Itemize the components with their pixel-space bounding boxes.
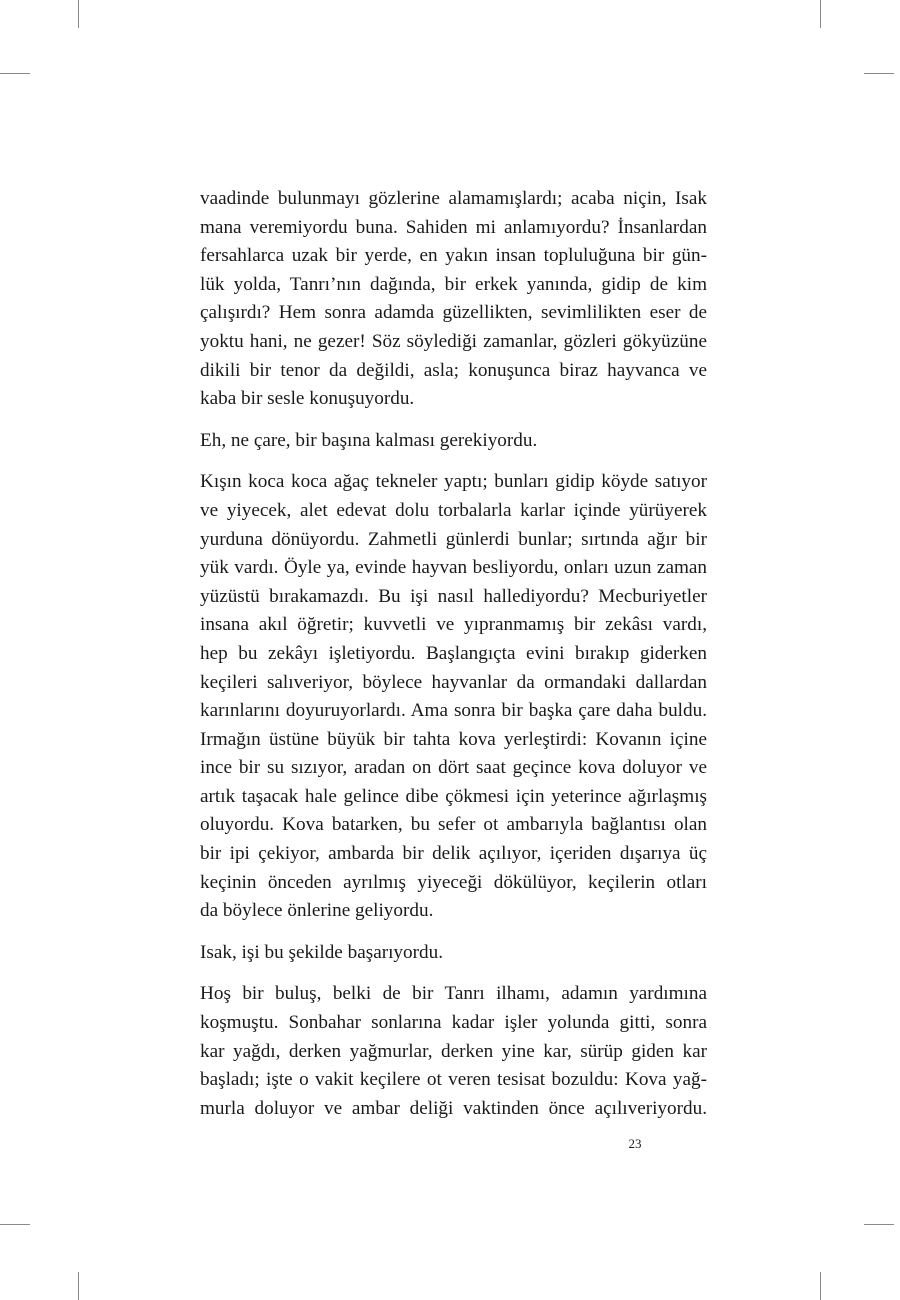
text-line: kar yağdı, derken yağmurlar, derken yine kar, sürüp giden kar	[200, 1040, 707, 1062]
text-line: fersahlarca uzak bir yerde, en yakın insan topluluğuna bir gün-	[200, 245, 707, 267]
text-line: mana veremiyordu buna. Sahiden mi anlamıyordu? İnsanlardan	[200, 216, 707, 238]
crop-mark	[78, 1272, 79, 1300]
text-line: oluyordu. Kova batarken, bu sefer ot ambarıyla bağlantısı olan	[200, 814, 707, 836]
text-line: Kışın koca koca ağaç tekneler yaptı; bunları gidip köyde satıyor	[200, 471, 707, 493]
crop-mark	[820, 0, 821, 28]
text-line: başladı; işte o vakit keçilere ot veren tesisat bozuldu: Kova yağ-	[200, 1069, 707, 1091]
page-number: 23	[628, 1136, 642, 1151]
crop-mark	[78, 0, 79, 28]
text-line: da böylece önlerine geliyordu.	[200, 900, 434, 922]
text-line: yoktu hani, ne gezer! Söz söylediği zamanlar, gözleri gökyüzüne	[200, 330, 707, 352]
crop-mark	[820, 1272, 821, 1300]
crop-mark	[864, 1224, 894, 1225]
text-line: yüzüstü bırakamazdı. Bu işi nasıl hallediyordu? Mecburiyetler	[200, 585, 707, 607]
body-text	[200, 185, 707, 1136]
text-line: ince bir su sızıyor, aradan on dört saat geçince kova doluyor ve	[200, 757, 707, 779]
text-line: keçileri salıveriyor, böylece hayvanlar da ormandaki dallardan	[200, 671, 707, 693]
text-line: kaba bir sesle konuşuyordu.	[200, 388, 415, 410]
text-line: karınlarını doyuruyorlardı. Ama sonra bir başka çare daha buldu.	[200, 700, 707, 722]
text-line: koşmuştu. Sonbahar sonlarına kadar işler yolunda gitti, sonra	[200, 1012, 707, 1034]
paragraph	[200, 185, 707, 414]
crop-mark	[0, 1224, 30, 1225]
text-line: dikili bir tenor da değildi, asla; konuşunca biraz hayvanca ve	[200, 359, 707, 381]
paragraph	[200, 468, 707, 926]
text-line: artık taşacak hale gelince dibe çökmesi için yeterince ağırlaşmış	[200, 785, 707, 807]
text-line: yurduna dönüyordu. Zahmetli günlerdi bunlar; sırtında ağır bir	[200, 528, 707, 550]
paragraph	[200, 939, 707, 968]
text-line: Irmağın üstüne büyük bir tahta kova yerleştirdi: Kovanın içine	[200, 728, 707, 750]
text-line: yük vardı. Öyle ya, evinde hayvan besliyordu, onları uzun zaman	[200, 557, 707, 579]
paragraph	[200, 427, 707, 456]
text-line: ve yiyecek, alet edevat dolu torbalarla karlar içinde yürüyerek	[200, 499, 707, 521]
text-line: bir ipi çekiyor, ambarda bir delik açılıyor, içeriden dışarıya üç	[200, 843, 707, 865]
text-line: insana akıl öğretir; kuvvetli ve yıpranmamış bir zekâsı vardı,	[200, 614, 707, 636]
text-line: Eh, ne çare, bir başına kalması gerekiyordu.	[200, 429, 538, 451]
paragraph	[200, 980, 707, 1123]
crop-mark	[0, 73, 30, 74]
crop-mark	[864, 73, 894, 74]
text-line: keçinin önceden ayrılmış yiyeceği dökülüyor, keçilerin otları	[200, 871, 707, 893]
text-line: hep bu zekâyı işletiyordu. Başlangıçta evini bırakıp giderken	[200, 642, 707, 664]
text-line: Isak, işi bu şekilde başarıyordu.	[200, 941, 443, 963]
text-line: lük yolda, Tanrı’nın dağında, bir erkek yanında, gidip de kim	[200, 273, 707, 295]
text-line: çalışırdı? Hem sonra adamda güzellikten, sevimlilikten eser de	[200, 302, 707, 324]
text-line: murla doluyor ve ambar deliği vaktinden önce açılıveriyordu.	[200, 1097, 707, 1119]
text-line: Hoş bir buluş, belki de bir Tanrı ilhamı, adamın yardımına	[200, 983, 707, 1005]
text-line: vaadinde bulunmayı gözlerine alamamışlardı; acaba niçin, Isak	[200, 188, 707, 209]
